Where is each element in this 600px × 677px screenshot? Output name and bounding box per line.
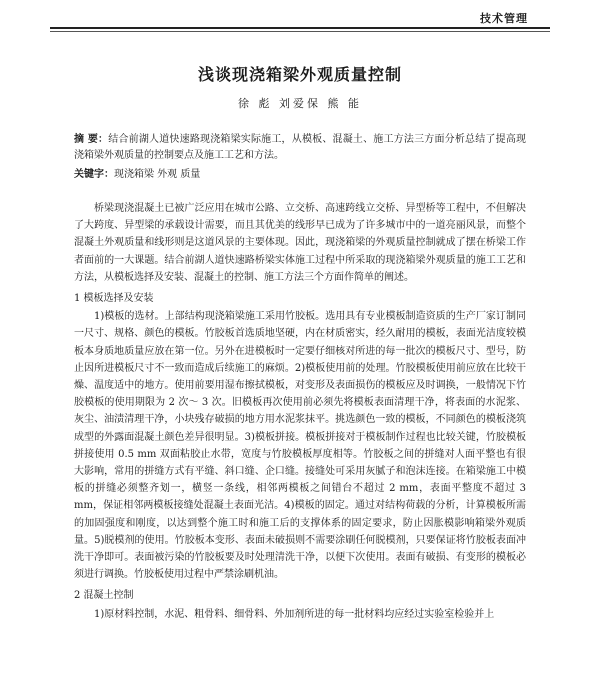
section-1-heading: 1 模板选择及安装 (74, 293, 154, 305)
section-1-paragraph: 1)模板的选材。上部结构现浇箱梁施工采用竹胶板。选用具有专业模板制造资质的生产厂家订制同一尺寸、规格、颜色的模板。竹胶板首选质地坚硬，内在材质密实，经久耐用的模板，表面光洁度较模板本身质地质量应放在第一位。另外在进模板时一定要仔细核对所进的每一批次的模板尺寸、型号，防止因所进模板尺寸不一致而造成后续施工的麻烦。2)模板使用前的处理。竹胶模板使用前应放在比较干燥、温度适中的地方。使用前要用湿布擦拭模板，对变形及表面损伤的模板应及时调换，一般情况下竹胶模板的使用期限为 2 次～ 3 次。旧模板再次使用前必须先将模板表面清理干净，将表面的水泥浆、灰尘、油渍清理干净，小块残存破损的地方用水泥浆抹平。挑选颜色一致的模板，不同颜色的模板浇筑成型的外露面混凝土颜色差异很明显。3)模板拼接。模板拼接对于模板制作过程也比较关键，竹胶模板拼接使用 0.5 mm 双面粘胶止水带，宽度与竹胶模板厚度相等。竹胶板之间的拼缝对人面平整也有很大影响，常用的拼缝方式有平缝、斜口缝、企口缝。接缝处可采用灰腻子和泡沫连接。在箱梁施工中模板的拼缝必须整齐划一，横竖一条线，相邻两模板之间错台不超过 2 mm，表面平整度不超过 3 mm，保证相邻两模板接缝处混凝土表面光洁。4)模板的固定。通过对结构荷载的分析，计算模板所需的加固强度和刚度，以达到整个施工时和施工后的支撑体系的固定要求，防止因胀模影响箱梁外观质量。5)脱模剂的使用。竹胶板本变形、表面未破损则不需要涂刷任何脱模剂，只要保证将竹胶板表面冲洗干净即可。表面被污染的竹胶板要及时处理清洗干净，以便下次使用。表面有破损、有变形的模板必须进行调换。竹胶板使用过程中严禁涂刷机油。 (74, 311, 526, 581)
header-rule-thin (50, 31, 550, 32)
header-rule (50, 27, 550, 29)
abstract (74, 132, 526, 164)
section-2-paragraph: 1)原材料控制，水泥、粗骨料、细骨料、外加剂所进的每一批材料均应经过实验室检验并上 (94, 608, 495, 620)
article-title: 浅谈现浇箱梁外观质量控制 (197, 65, 402, 84)
intro-paragraph: 桥梁现浇混凝土已被广泛应用在城市公路、立交桥、高速跨线立交桥、异型桥等工程中，不但解决了大跨度、异型梁的承载设计需要，而且其优美的线形早已成为了许多城市中的一道亮丽风景，而整个混凝土外观质量和线形则是这道风景的主要体现。因此，现浇箱梁的外观质量控制就成了摆在桥梁工作者面前的一大课题。结合前湖人道快速路桥梁实体施工过程中所采取的现浇箱梁外观质量的施工工艺和方法，从模板选择及安装、混凝土的控制、施工方法三个方面作简单的阐述。 (74, 203, 526, 283)
keywords-text: 现浇箱梁 外观 质量 (114, 169, 201, 180)
abstract-label: 摘 要： (74, 134, 109, 145)
keywords (74, 167, 526, 183)
article-body (74, 200, 526, 623)
keywords-label: 关键字： (74, 169, 114, 180)
section-2-heading: 2 混凝土控制 (74, 590, 134, 602)
abstract-text: 结合前湖人道快速路现浇箱梁实际施工，从模板、混凝土、施工方法三方面分析总结了提高现浇箱梁外观质量的控制要点及施工工艺和方法。 (74, 134, 527, 161)
article-authors: 徐 彪 刘爱保 熊 能 (238, 97, 362, 110)
section-tag: 技术管理 (480, 12, 528, 25)
